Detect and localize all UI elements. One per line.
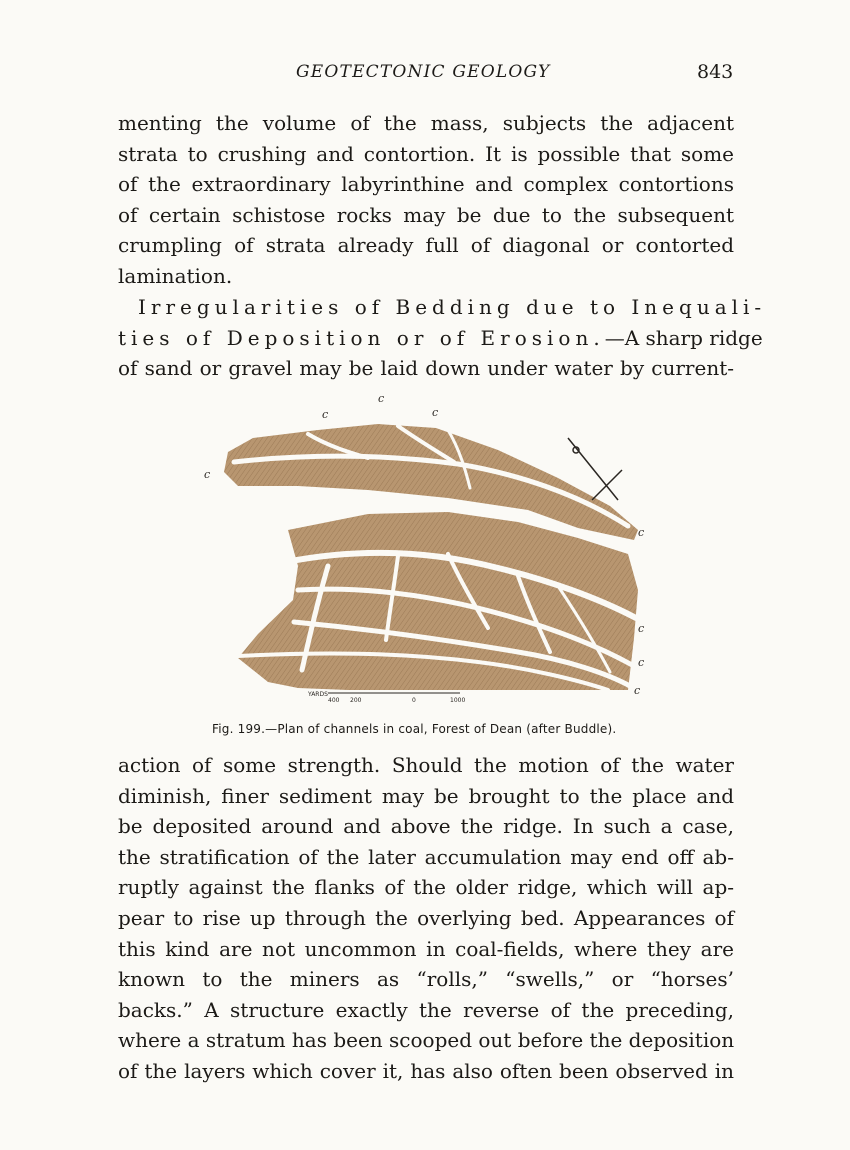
paragraph-2	[118, 292, 767, 384]
text-line: lamination.	[118, 263, 233, 288]
text-line: ruptly against the flanks of the older ridge, which will ap-	[118, 875, 734, 900]
text-line: pear to rise up through the overlying bed. Appearances of	[118, 905, 734, 930]
scale-tick: 200	[350, 697, 362, 704]
point-label: c	[322, 408, 329, 421]
point-label: c	[634, 684, 641, 697]
text-line: where a stratum has been scooped out before the deposition	[118, 1028, 735, 1053]
text-line: menting the volume of the mass, subjects the adjacent	[118, 111, 734, 135]
paragraph-3	[118, 750, 734, 1087]
text-line: crumpling of strata already full of diagonal or contorted	[118, 233, 734, 258]
running-header	[0, 62, 850, 90]
point-label: c	[638, 656, 645, 669]
point-label: c	[638, 622, 645, 635]
figure-coal-channels	[198, 390, 668, 710]
text-line: the stratification of the later accumulation may end off ab-	[118, 844, 734, 869]
text-line: of certain schistose rocks may be due to the subsequent	[118, 202, 734, 227]
scale-tick: 400	[328, 697, 340, 704]
section-heading: Irregularities of Bedding due to Inequali-	[138, 295, 767, 319]
text-line: of the layers which cover it, has also often been observed in	[118, 1058, 734, 1083]
section-heading-continued: ties of Deposition or of Erosion.	[118, 325, 605, 350]
scale-tick: 0	[412, 697, 416, 704]
point-label: c	[432, 406, 439, 419]
text-line: known to the miners as “rolls,” “swells,” or “horses’	[118, 967, 734, 992]
text-line: of sand or gravel may be laid down under water by current-	[118, 356, 734, 381]
scale-tick: 1000	[450, 697, 466, 704]
text-line: be deposited around and above the ridge. In such a case,	[118, 814, 734, 839]
text-line: backs.” A structure exactly the reverse of the preceding,	[118, 997, 734, 1022]
point-label: c	[638, 526, 645, 539]
scale-bar	[307, 691, 465, 704]
text-line: of the extraordinary labyrinthine and complex contortions	[118, 172, 734, 197]
paragraph-1	[118, 108, 734, 292]
running-title: GEOTECTONIC GEOLOGY	[296, 62, 551, 82]
text-line	[118, 323, 763, 354]
channel-plan-drawing	[198, 390, 668, 710]
point-label: c	[378, 392, 385, 405]
scale-label: YARDS	[308, 691, 328, 698]
text-fragment: —A sharp ridge	[604, 325, 763, 350]
page-number: 843	[697, 61, 734, 83]
text-line: action of some strength. Should the motion of the water	[118, 753, 734, 777]
text-line: strata to crushing and contortion. It is possible that some	[118, 141, 734, 166]
text-line: diminish, finer sediment may be brought to the place and	[118, 783, 734, 808]
text-line: this kind are not uncommon in coal-fields, where they are	[118, 936, 734, 961]
point-label: c	[204, 468, 211, 481]
figure-caption: Fig. 199.—Plan of channels in coal, Forest of Dean (after Buddle).	[212, 722, 617, 736]
